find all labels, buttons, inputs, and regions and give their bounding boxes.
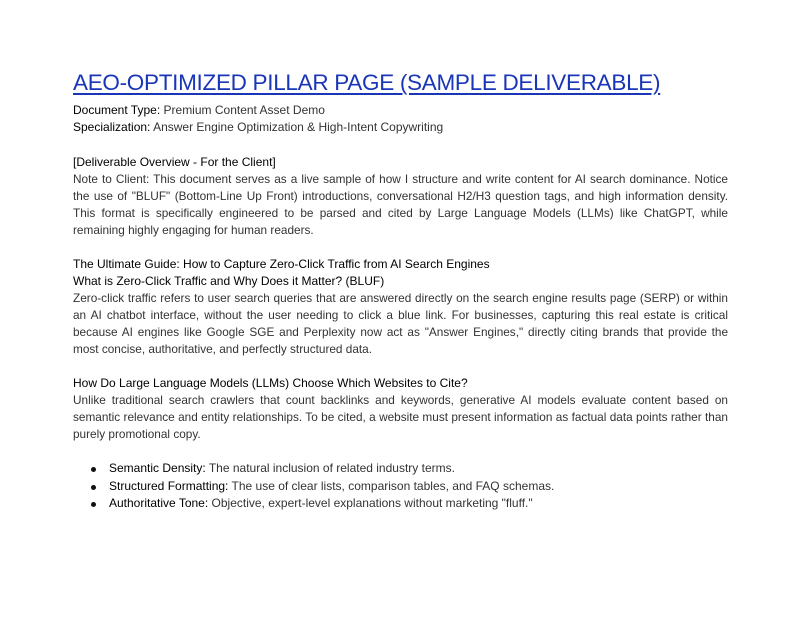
criteria-list <box>73 460 728 513</box>
meta-label: Specialization: <box>73 120 151 134</box>
meta-document-type <box>73 102 728 119</box>
list-item-desc: Objective, expert-level explanations without marketing "fluff." <box>211 496 533 510</box>
guide-heading: The Ultimate Guide: How to Capture Zero-Click Traffic from AI Search Engines <box>73 257 490 271</box>
overview-heading: [Deliverable Overview - For the Client] <box>73 155 276 169</box>
list-item <box>91 478 728 496</box>
overview-body: Note to Client: This document serves as a live sample of how I structure and write content for AI search dominance. Notice the use of "BLUF" (Bottom-Line Up Front) introductions, conversational H2/H3 question tags, and high information density. This format is specifically engineered to be parsed and cited by Large Language Models (LLMs) like ChatGPT, while remaining highly engaging for human readers. <box>73 172 728 237</box>
llm-body: Unlike traditional search crawlers that count backlinks and keywords, generative AI models evaluate content based on semantic relevance and entity relationships. To be cited, a website must present information as factual data points rather than purely promotional copy. <box>73 393 728 441</box>
bullet-icon <box>91 485 96 490</box>
list-item-term: Authoritative Tone: <box>109 496 209 510</box>
list-item-term: Structured Formatting: <box>109 478 229 493</box>
bullet-icon <box>91 467 96 472</box>
llm-heading: How Do Large Language Models (LLMs) Choose Which Websites to Cite? <box>73 376 468 390</box>
meta-specialization <box>73 119 728 136</box>
list-item <box>91 460 728 478</box>
meta-value: Premium Content Asset Demo <box>163 103 325 117</box>
bullet-icon <box>91 502 96 507</box>
guide-subheading: What is Zero-Click Traffic and Why Does it Matter? (BLUF) <box>73 274 385 288</box>
list-item-desc: The use of clear lists, comparison tables, and FAQ schemas. <box>231 478 555 493</box>
list-item <box>91 495 728 513</box>
guide-body: Zero-click traffic refers to user search queries that are answered directly on the search engine results page (SERP) or within an AI chatbot interface, without the user needing to click a blue link. For businesses, capturing this real estate is critical because AI engines like Google SGE and Perplexity now act as "Answer Engines," directly citing brands that provide the most concise, authoritative, and perfectly structured data. <box>73 291 728 356</box>
document-title: AEO-OPTIMIZED PILLAR PAGE (SAMPLE DELIVERABLE) <box>73 70 661 95</box>
list-item-term: Semantic Density: <box>109 461 206 475</box>
list-item-desc: The natural inclusion of related industry terms. <box>208 461 455 475</box>
meta-label: Document Type: <box>73 103 161 117</box>
meta-value: Answer Engine Optimization & High-Intent Copywriting <box>153 120 444 134</box>
